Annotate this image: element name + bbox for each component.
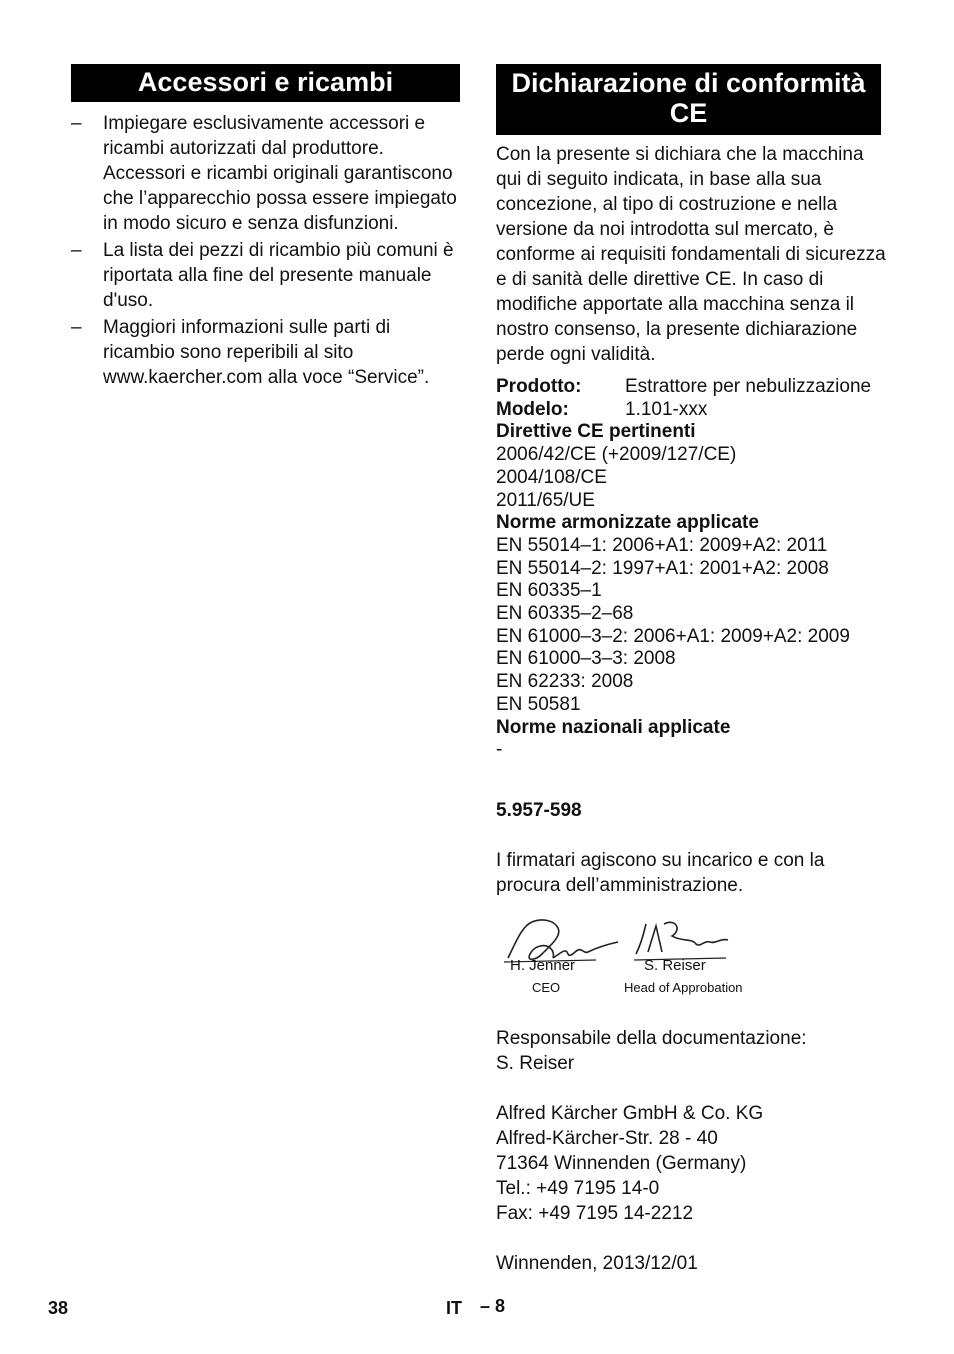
company-city: 71364 Winnenden (Germany) <box>496 1152 747 1174</box>
norm-item: EN 61000–3–3: 2008 <box>496 648 676 670</box>
norms-label: Norme armonizzate applicate <box>496 512 759 534</box>
directive-item: 2006/42/CE (+2009/127/CE) <box>496 444 737 466</box>
doc-responsible-name: S. Reiser <box>496 1052 575 1074</box>
product-row <box>496 376 888 399</box>
language-code: IT <box>446 1298 462 1318</box>
bullet-dash: – <box>71 317 82 338</box>
accessories-list <box>71 111 461 392</box>
norm-item: EN 50581 <box>496 693 581 715</box>
bullet-dash: – <box>71 113 82 134</box>
directive-item: 2011/65/UE <box>496 489 595 511</box>
place-date: Winnenden, 2013/12/01 <box>496 1252 698 1274</box>
company-street: Alfred-Kärcher-Str. 28 - 40 <box>496 1127 718 1149</box>
conformity-section <box>496 142 888 1276</box>
norm-item: EN 60335–2–68 <box>496 603 634 625</box>
norm-item: EN 60335–1 <box>496 580 602 602</box>
signer1-name: H. Jenner <box>510 956 576 974</box>
list-item <box>71 111 461 236</box>
doc-responsible-label: Responsabile della documentazione: <box>496 1027 807 1049</box>
norm-item: EN 55014–1: 2006+A1: 2009+A2: 2011 <box>496 534 828 556</box>
document-number: 5.957-598 <box>496 799 582 821</box>
list-item <box>71 238 461 313</box>
conformity-heading: Dichiarazione di conformità CE <box>496 64 881 135</box>
model-value: 1.101-xxx <box>625 398 708 420</box>
directives-label: Direttive CE pertinenti <box>496 421 696 443</box>
list-item-text: Impiegare esclusivamente accessori e ricambi autorizzati dal produttore. Accessori e ricambi originali garantiscono che l’apparecchio possa essere impiegato in modo sicuro e senza disfunzioni. <box>103 113 457 234</box>
signer1-role: CEO <box>532 979 561 995</box>
national-norms-value: - <box>496 739 503 761</box>
intro-paragraph: Con la presente si dichiara che la macchina qui di seguito indicata, in base alla sua concezione, al tipo di costruzione e nella versione da noi introdotta sul mercato, è conforme ai requisiti fondamentali di sicurezza e di sanità delle direttive CE. In caso di modifiche apportate alla macchina senza il nostro consenso, la presente dichiarazione perde ogni validità. <box>496 144 886 365</box>
norm-item: EN 61000–3–2: 2006+A1: 2009+A2: 2009 <box>496 625 850 647</box>
accessories-heading: Accessori e ricambi <box>71 64 460 102</box>
model-label: Modelo: <box>496 398 569 420</box>
signer2-role: Head of Approbation <box>624 979 743 995</box>
norm-item: EN 62233: 2008 <box>496 671 634 693</box>
signature-area <box>496 912 888 1030</box>
signatories-text: I firmatari agiscono su incarico e con la procura dell’amministrazione. <box>496 849 825 896</box>
company-name: Alfred Kärcher GmbH & Co. KG <box>496 1102 764 1124</box>
product-value: Estrattore per nebulizzazione <box>625 376 872 397</box>
page-number: 38 <box>48 1298 69 1318</box>
spec-block <box>496 376 888 762</box>
national-norms-label: Norme nazionali applicate <box>496 716 731 738</box>
company-fax: Fax: +49 7195 14-2212 <box>496 1202 694 1224</box>
list-item-text: La lista dei pezzi di ricambio più comuni è riportata alla fine del presente manuale d'uso. <box>103 240 454 311</box>
product-label: Prodotto: <box>496 376 582 397</box>
list-item <box>71 315 461 390</box>
norm-item: EN 55014–2: 1997+A1: 2001+A2: 2008 <box>496 557 829 579</box>
company-tel: Tel.: +49 7195 14-0 <box>496 1177 660 1199</box>
list-item-text: Maggiori informazioni sulle parti di ricambio sono reperibili al sito www.kaercher.com alla voce “Service”. <box>103 317 430 388</box>
bullet-dash: – <box>71 240 82 261</box>
directive-item: 2004/108/CE <box>496 466 607 488</box>
section-page: – 8 <box>480 1296 506 1316</box>
model-row <box>496 399 888 422</box>
signer2-name: S. Reiser <box>644 956 706 974</box>
